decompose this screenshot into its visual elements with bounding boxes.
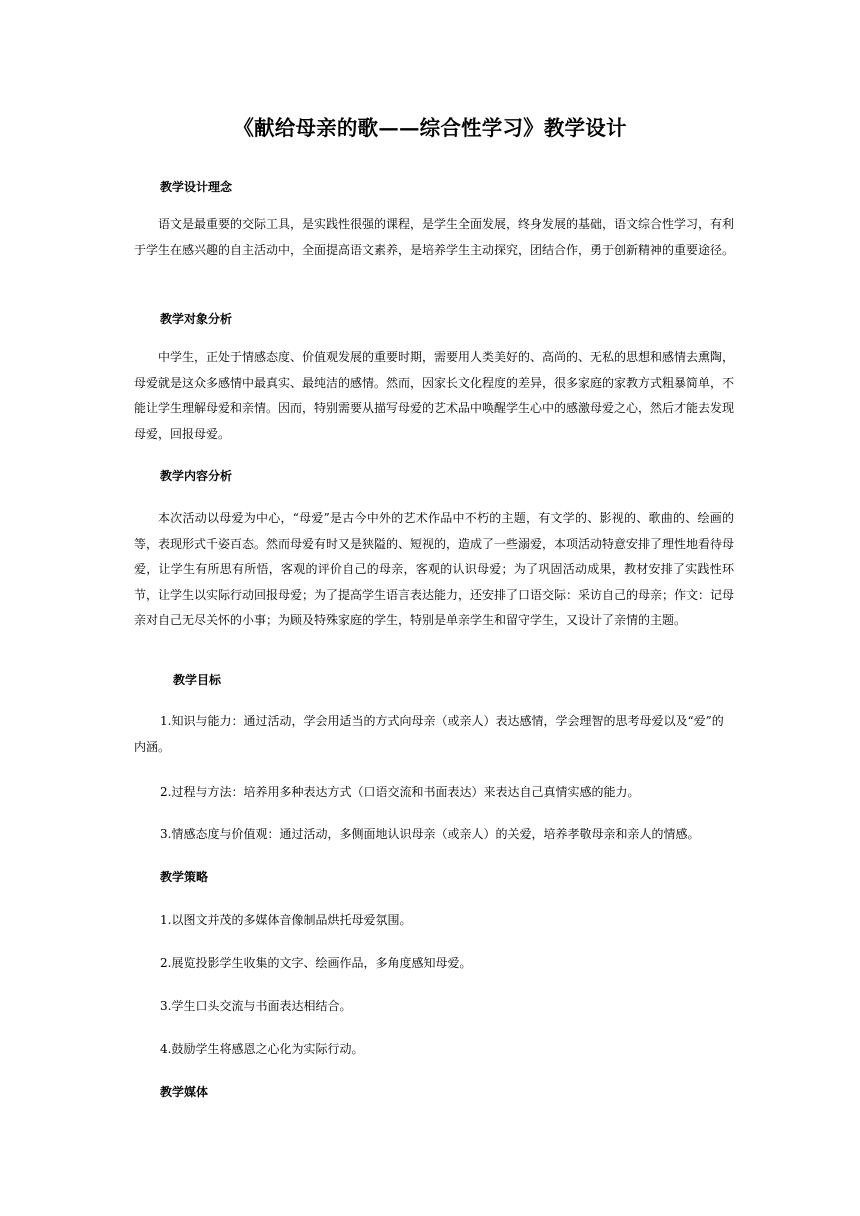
strategy-item-1: 1.以图文并茂的多媒体音像制品烘托母爱氛围。 — [160, 913, 412, 927]
strategy-item-4: 4.鼓励学生将感恩之心化为实际行动。 — [160, 1042, 364, 1056]
goal-item-3: 3.情感态度与价值观：通过活动，多侧面地认识母亲（或亲人）的关爱，培养孝敬母亲和亲人的情感。 — [160, 827, 700, 841]
heading-teaching-media: 教学媒体 — [160, 1085, 209, 1099]
strategy-item-2: 2.展览投影学生收集的文字、绘画作品，多角度感知母爱。 — [160, 956, 472, 970]
document-title: 《献给母亲的歌——综合性学习》教学设计 — [233, 116, 627, 140]
goal-item-1: 1.知识与能力：通过活动，学会用适当的方式向母亲（或亲人）表达感情，学会理智的思考母爱以及“爱”的内涵。 — [134, 714, 724, 754]
strategy-item-3: 3.学生口头交流与书面表达相结合。 — [160, 999, 352, 1013]
heading-content-analysis: 教学内容分析 — [160, 469, 233, 483]
heading-teaching-goals: 教学目标 — [173, 673, 222, 687]
paragraph-content-analysis: 本次活动以母爱为中心，“母爱”是古今中外的艺术作品中不朽的主题，有文学的、影视的、歌曲的、绘画的等，表现形式千姿百态。然而母爱有时又是狭隘的、短视的，造成了一些溺爱，本项活动特意安排了理性地看待母爱，让学生有所思有所悟，客观的评价自己的母亲，客观的认识母爱；为了巩固活动成果，教材安排了实践性环节，让学生以实际行动回报母爱；为了提高学生语言表达能力，还安排了口语交际：采访自己的母亲；作文：记母亲对自己无尽关怀的小事；为顾及特殊家庭的学生，特别是单亲学生和留守学生，又设计了亲情的主题。 — [134, 511, 735, 627]
paragraph-design-philosophy: 语文是最重要的交际工具，是实践性很强的课程，是学生全面发展，终身发展的基础，语文综合性学习，有利于学生在感兴趣的自主活动中，全面提高语文素养，是培养学生主动探究，团结合作，勇于创新精神的重要途径。 — [134, 217, 735, 257]
heading-audience-analysis: 教学对象分析 — [160, 312, 233, 326]
heading-teaching-strategy: 教学策略 — [160, 870, 209, 884]
goal-item-2: 2.过程与方法：培养用多种表达方式（口语交流和书面表达）来表达自己真情实感的能力。 — [160, 785, 640, 799]
heading-design-philosophy: 教学设计理念 — [160, 180, 233, 194]
paragraph-audience-analysis: 中学生，正处于情感态度、价值观发展的重要时期，需要用人类美好的、高尚的、无私的思想和感情去熏陶，母爱就是这众多感情中最真实、最纯洁的感情。然而，因家长文化程度的差异，很多家庭的家教方式粗暴简单，不能让学生理解母爱和亲情。因而，特别需要从描写母爱的艺术品中唤醒学生心中的感激母爱之心，然后才能去发现母爱，回报母爱。 — [134, 350, 735, 441]
